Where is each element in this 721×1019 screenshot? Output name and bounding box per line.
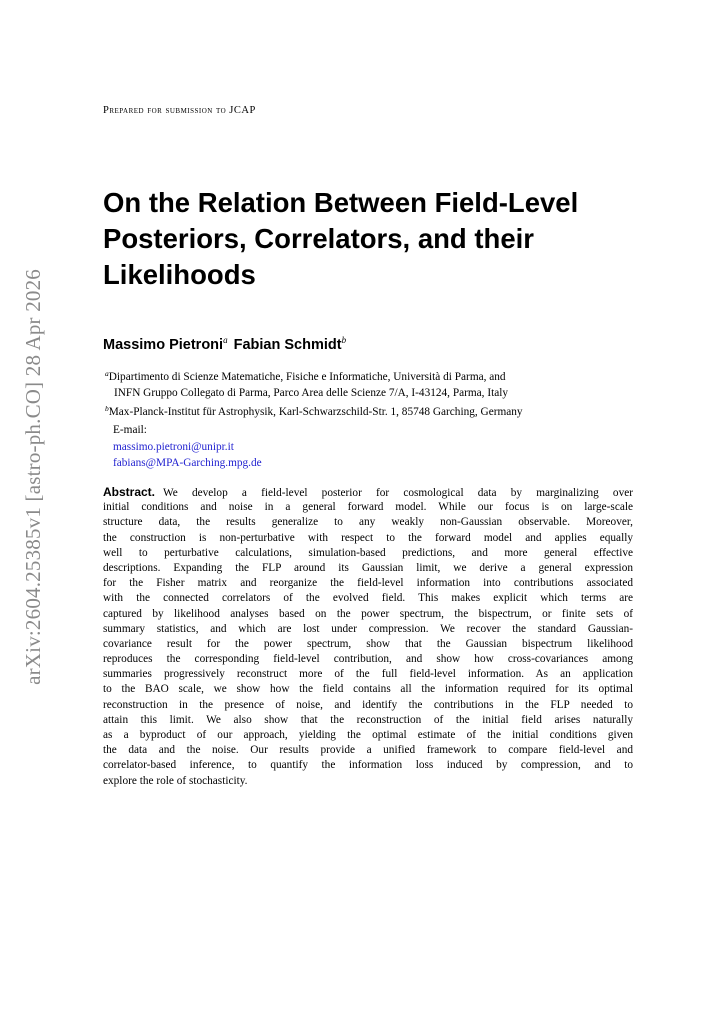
email-block [113,422,262,472]
affiliation-line: $^b$Max-Planck-Institut für Astrophysik, Karl-Schwarzschild-Str. 1, 85748 Garching, Germany [105,404,523,418]
abstract-line: correlator-based inference, to quantify the information loss induced by compression, and to [103,759,633,772]
arxiv-identifier-text: arXiv:2604.25385v1 [astro-ph.CO] 28 Apr 2026 [20,269,45,685]
abstract-line: summaries progressively reconstruct more of the full field-level information. As an application [103,668,633,681]
abstract-line: descriptions. Expanding the FLP around its Gaussian limit, we derive a general expression [103,561,633,574]
affiliations [105,366,645,420]
affiliation-mark: a [105,369,109,378]
abstract-line: as a byproduct of our approach, yielding the optimal estimate of the initial conditions given [103,729,633,741]
abstract-line: well to perturbative calculations, simulation-based predictions, and more general effective [103,546,633,559]
abstract-line: for the Fisher matrix and reorganize the field-level information into contributions associated [103,577,633,590]
abstract-line: captured by likelihood analyses based on the power spectrum, the bispectrum, or finite sets of [103,607,633,620]
title-line: Likelihoods [103,259,256,290]
abstract-line: explore the role of stochasticity. [103,774,248,787]
abstract-line: the data and the noise. Our results provide a unified framework to compare field-level and [103,744,633,757]
author-list [103,335,346,353]
email-label: E-mail: [113,424,147,436]
abstract-line: with the connected correlators of the evolved field. This makes explicit which terms are [103,592,633,605]
author-name: Fabian Schmidt [233,337,342,353]
title-line: On the Relation Between Field-Level [103,187,579,218]
abstract [103,485,633,789]
affiliation-line: $^a$Dipartimento di Scienze Matematiche, Fisiche e Informatiche, Università di Parma, and [105,369,506,383]
arxiv-side-identifier [22,262,44,692]
abstract-line: summary statistics, and which are lost under compression. We recover the standard Gaussian- [103,622,633,635]
title-line: Posteriors, Correlators, and their [103,223,534,254]
abstract-line: attain this limit. We also show that the reconstruction of the initial field arises naturally [103,713,633,726]
author-name: Massimo Pietroni [103,337,224,353]
abstract-line: structure data, the results generalize to any weakly non-Gaussian observable. Moreover, [103,516,633,529]
abstract-line: reconstruction in the presence of noise, and identify the contributions in the FLP needed to [103,698,633,711]
abstract-label: Abstract. [103,485,156,499]
affiliation-line: INFN Gruppo Collegato di Parma, Parco Area delle Scienze 7/A, I-43124, Parma, Italy [114,387,509,399]
email-link[interactable]: massimo.pietroni@unipr.it [113,440,234,453]
abstract-line: covariance result for the power spectrum, show that the Gaussian bispectrum likelihood [103,637,633,650]
abstract-line: initial conditions and noise in a general forward model. While our focus is on large-scale [103,501,633,514]
affiliation-mark: a [223,335,228,345]
affiliation-mark: b [341,335,347,345]
submission-note: Prepared for submission to JCAP [103,105,256,116]
affiliation-mark: b [105,404,109,413]
abstract-line: to the BAO scale, we show how the field contains all the information required for its optimal [103,683,633,696]
email-link[interactable]: fabians@MPA-Garching.mpg.de [113,457,262,469]
paper-title [103,185,663,293]
abstract-line: reproduces the corresponding field-level contribution, and show how cross-covariances among [103,653,633,666]
abstract-line: the construction is non-perturbative with respect to the forward model and applies equally [103,531,633,544]
abstract-line: Abstract. We develop a field-level posterior for cosmological data by marginalizing over [103,485,633,499]
